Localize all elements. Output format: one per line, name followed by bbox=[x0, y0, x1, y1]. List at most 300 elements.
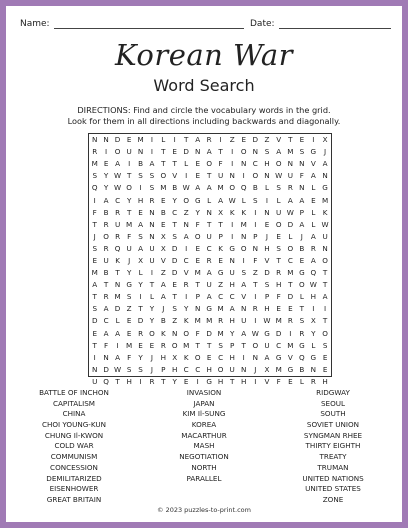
grid-letter[interactable]: R bbox=[287, 183, 293, 193]
grid-letter[interactable]: A bbox=[276, 147, 282, 157]
grid-letter[interactable]: E bbox=[195, 159, 200, 169]
grid-letter[interactable]: Q bbox=[91, 183, 98, 193]
grid-letter[interactable]: A bbox=[115, 159, 121, 169]
grid-letter[interactable]: V bbox=[310, 159, 316, 169]
grid-letter[interactable]: O bbox=[240, 243, 247, 253]
grid-letter[interactable]: O bbox=[299, 280, 305, 290]
grid-letter[interactable]: L bbox=[276, 195, 281, 205]
grid-letter[interactable]: A bbox=[115, 352, 121, 362]
grid-letter[interactable]: F bbox=[276, 376, 281, 386]
grid-letter[interactable]: H bbox=[160, 352, 167, 362]
grid-letter[interactable]: D bbox=[206, 328, 212, 338]
grid-letter[interactable]: W bbox=[182, 183, 190, 193]
grid-letter[interactable]: G bbox=[299, 268, 305, 278]
grid-letter[interactable]: H bbox=[229, 316, 235, 326]
grid-letter[interactable]: R bbox=[206, 135, 212, 145]
grid-letter[interactable]: F bbox=[195, 219, 200, 229]
grid-letter[interactable]: I bbox=[185, 171, 188, 181]
grid-letter[interactable]: O bbox=[275, 159, 282, 169]
grid-letter[interactable]: R bbox=[103, 219, 109, 229]
grid-letter[interactable]: S bbox=[92, 304, 97, 314]
grid-letter[interactable]: G bbox=[206, 304, 212, 314]
grid-letter[interactable]: S bbox=[172, 304, 177, 314]
grid-letter[interactable]: O bbox=[183, 328, 189, 338]
grid-letter[interactable]: N bbox=[149, 219, 155, 229]
grid-letter[interactable]: Y bbox=[311, 328, 316, 338]
grid-letter[interactable]: S bbox=[253, 195, 258, 205]
grid-letter[interactable]: W bbox=[251, 328, 259, 338]
grid-letter[interactable]: H bbox=[264, 243, 270, 253]
grid-letter[interactable]: M bbox=[126, 340, 133, 350]
grid-letter[interactable]: N bbox=[92, 135, 98, 145]
grid-letter[interactable]: S bbox=[276, 183, 281, 193]
grid-letter[interactable]: T bbox=[161, 159, 166, 169]
grid-letter[interactable]: E bbox=[241, 135, 246, 145]
grid-letter[interactable]: L bbox=[241, 195, 246, 205]
grid-letter[interactable]: I bbox=[312, 304, 315, 314]
grid-letter[interactable]: E bbox=[288, 376, 293, 386]
grid-letter[interactable]: H bbox=[264, 304, 270, 314]
grid-letter[interactable]: I bbox=[128, 159, 131, 169]
grid-letter[interactable]: H bbox=[171, 364, 178, 374]
grid-letter[interactable]: H bbox=[217, 376, 224, 386]
grid-letter[interactable]: T bbox=[126, 207, 132, 217]
grid-letter[interactable]: Y bbox=[149, 304, 155, 314]
grid-letter[interactable]: A bbox=[241, 328, 247, 338]
grid-letter[interactable]: S bbox=[172, 231, 177, 241]
grid-letter[interactable]: G bbox=[310, 147, 317, 157]
grid-letter[interactable]: N bbox=[149, 207, 155, 217]
grid-letter[interactable]: N bbox=[299, 159, 305, 169]
grid-letter[interactable]: F bbox=[299, 171, 304, 181]
grid-letter[interactable]: X bbox=[160, 231, 166, 241]
grid-letter[interactable]: I bbox=[185, 292, 188, 302]
grid-letter[interactable]: S bbox=[264, 147, 270, 157]
grid-letter[interactable]: Q bbox=[299, 352, 305, 362]
grid-letter[interactable]: E bbox=[161, 195, 166, 205]
grid-letter[interactable]: T bbox=[253, 280, 258, 290]
grid-letter[interactable]: U bbox=[229, 364, 235, 374]
grid-letter[interactable]: M bbox=[275, 364, 282, 374]
grid-letter[interactable]: N bbox=[310, 364, 317, 374]
grid-letter[interactable]: B bbox=[103, 207, 109, 217]
grid-letter[interactable]: R bbox=[103, 243, 109, 253]
grid-letter[interactable]: E bbox=[195, 255, 200, 265]
grid-letter[interactable]: Z bbox=[160, 268, 166, 278]
grid-letter[interactable]: M bbox=[183, 340, 190, 350]
grid-letter[interactable]: T bbox=[322, 316, 328, 326]
grid-letter[interactable]: I bbox=[231, 231, 234, 241]
grid-letter[interactable]: I bbox=[139, 183, 142, 193]
grid-letter[interactable]: G bbox=[126, 280, 132, 290]
grid-letter[interactable]: V bbox=[172, 171, 178, 181]
grid-letter[interactable]: T bbox=[183, 135, 189, 145]
grid-letter[interactable]: D bbox=[91, 316, 98, 326]
grid-letter[interactable]: M bbox=[114, 292, 121, 302]
date-line[interactable] bbox=[279, 19, 391, 29]
grid-letter[interactable]: S bbox=[138, 171, 143, 181]
grid-letter[interactable]: X bbox=[218, 207, 224, 217]
grid-letter[interactable]: P bbox=[230, 340, 235, 350]
grid-letter[interactable]: W bbox=[114, 183, 122, 193]
grid-letter[interactable]: B bbox=[299, 364, 305, 374]
grid-letter[interactable]: T bbox=[206, 219, 212, 229]
grid-letter[interactable]: F bbox=[127, 231, 132, 241]
grid-letter[interactable]: O bbox=[275, 219, 282, 229]
grid-letter[interactable]: S bbox=[138, 364, 143, 374]
grid-letter[interactable]: Y bbox=[149, 316, 155, 326]
grid-letter[interactable]: V bbox=[241, 292, 247, 302]
grid-letter[interactable]: K bbox=[241, 207, 247, 217]
grid-letter[interactable]: H bbox=[310, 292, 317, 302]
grid-letter[interactable]: R bbox=[310, 243, 316, 253]
grid-letter[interactable]: L bbox=[161, 135, 166, 145]
grid-letter[interactable]: V bbox=[160, 255, 166, 265]
grid-letter[interactable]: H bbox=[275, 280, 282, 290]
grid-letter[interactable]: N bbox=[149, 231, 155, 241]
grid-letter[interactable]: A bbox=[229, 304, 235, 314]
grid-letter[interactable]: U bbox=[126, 147, 132, 157]
grid-letter[interactable]: A bbox=[322, 159, 328, 169]
grid-letter[interactable]: P bbox=[264, 292, 270, 302]
grid-letter[interactable]: I bbox=[173, 135, 176, 145]
grid-letter[interactable]: M bbox=[194, 316, 201, 326]
grid-letter[interactable]: Q bbox=[310, 268, 317, 278]
grid-letter[interactable]: R bbox=[149, 376, 155, 386]
grid-letter[interactable]: T bbox=[299, 304, 305, 314]
grid-letter[interactable]: T bbox=[161, 376, 166, 386]
grid-letter[interactable]: I bbox=[93, 352, 96, 362]
grid-letter[interactable]: J bbox=[324, 147, 327, 157]
grid-letter[interactable]: Y bbox=[126, 268, 132, 278]
grid-letter[interactable]: Z bbox=[264, 135, 270, 145]
grid-letter[interactable]: S bbox=[126, 292, 132, 302]
grid-letter[interactable]: W bbox=[275, 171, 283, 181]
grid-letter[interactable]: E bbox=[311, 195, 316, 205]
grid-letter[interactable]: W bbox=[114, 364, 122, 374]
grid-letter[interactable]: O bbox=[183, 195, 189, 205]
grid-letter[interactable]: N bbox=[287, 159, 294, 169]
grid-letter[interactable]: Y bbox=[103, 171, 109, 181]
grid-letter[interactable]: L bbox=[299, 376, 304, 386]
grid-letter[interactable]: D bbox=[287, 219, 294, 229]
grid-letter[interactable]: E bbox=[92, 328, 97, 338]
grid-letter[interactable]: A bbox=[103, 195, 109, 205]
grid-letter[interactable]: N bbox=[252, 147, 258, 157]
grid-letter[interactable]: S bbox=[322, 340, 328, 350]
grid-letter[interactable]: M bbox=[321, 195, 329, 205]
grid-letter[interactable]: L bbox=[264, 183, 269, 193]
grid-letter[interactable]: L bbox=[115, 316, 120, 326]
grid-letter[interactable]: Z bbox=[126, 304, 132, 314]
grid-letter[interactable]: X bbox=[138, 255, 144, 265]
grid-letter[interactable]: O bbox=[217, 364, 224, 374]
grid-letter[interactable]: N bbox=[114, 280, 121, 290]
grid-letter[interactable]: I bbox=[139, 292, 142, 302]
grid-letter[interactable]: A bbox=[138, 243, 144, 253]
grid-letter[interactable]: K bbox=[160, 328, 166, 338]
grid-letter[interactable]: S bbox=[276, 243, 281, 253]
grid-letter[interactable]: U bbox=[206, 280, 212, 290]
grid-letter[interactable]: N bbox=[206, 207, 212, 217]
grid-letter[interactable]: O bbox=[194, 352, 201, 362]
grid-letter[interactable]: S bbox=[92, 171, 97, 181]
grid-letter[interactable]: U bbox=[103, 255, 109, 265]
grid-letter[interactable]: I bbox=[254, 316, 257, 326]
grid-letter[interactable]: T bbox=[322, 280, 328, 290]
grid-letter[interactable]: N bbox=[195, 147, 201, 157]
grid-letter[interactable]: N bbox=[322, 171, 328, 181]
grid-letter[interactable]: R bbox=[149, 195, 155, 205]
grid-letter[interactable]: U bbox=[92, 376, 98, 386]
grid-letter[interactable]: I bbox=[254, 219, 257, 229]
grid-letter[interactable]: S bbox=[149, 183, 155, 193]
grid-letter[interactable]: O bbox=[103, 231, 109, 241]
grid-letter[interactable]: T bbox=[195, 340, 200, 350]
grid-letter[interactable]: G bbox=[275, 352, 282, 362]
grid-letter[interactable]: K bbox=[115, 255, 120, 265]
grid-letter[interactable]: M bbox=[160, 183, 167, 193]
grid-letter[interactable]: Z bbox=[183, 207, 189, 217]
grid-letter[interactable]: A bbox=[287, 195, 293, 205]
grid-letter[interactable]: C bbox=[172, 207, 178, 217]
grid-letter[interactable]: I bbox=[185, 243, 188, 253]
grid-letter[interactable]: T bbox=[172, 159, 177, 169]
grid-letter[interactable]: D bbox=[183, 147, 189, 157]
grid-letter[interactable]: W bbox=[309, 280, 317, 290]
grid-letter[interactable]: B bbox=[299, 243, 305, 253]
grid-letter[interactable]: L bbox=[311, 340, 316, 350]
grid-letter[interactable]: K bbox=[183, 352, 189, 362]
grid-letter[interactable]: E bbox=[206, 352, 212, 362]
grid-letter[interactable]: D bbox=[114, 135, 121, 145]
grid-letter[interactable]: V bbox=[287, 352, 293, 362]
grid-letter[interactable]: K bbox=[322, 207, 328, 217]
grid-letter[interactable]: F bbox=[104, 340, 109, 350]
grid-letter[interactable]: U bbox=[276, 207, 282, 217]
grid-letter[interactable]: D bbox=[275, 328, 282, 338]
grid-letter[interactable]: E bbox=[288, 304, 293, 314]
grid-letter[interactable]: I bbox=[231, 147, 234, 157]
grid-letter[interactable]: N bbox=[241, 304, 247, 314]
grid-letter[interactable]: G bbox=[287, 364, 294, 374]
grid-letter[interactable]: R bbox=[310, 376, 316, 386]
grid-letter[interactable]: T bbox=[172, 219, 177, 229]
grid-letter[interactable]: A bbox=[310, 171, 316, 181]
grid-letter[interactable]: T bbox=[206, 340, 212, 350]
grid-letter[interactable]: F bbox=[218, 159, 223, 169]
grid-letter[interactable]: F bbox=[127, 352, 132, 362]
grid-letter[interactable]: G bbox=[299, 340, 305, 350]
grid-letter[interactable]: R bbox=[160, 340, 166, 350]
grid-letter[interactable]: T bbox=[138, 304, 143, 314]
grid-letter[interactable]: O bbox=[149, 328, 155, 338]
grid-letter[interactable]: L bbox=[184, 159, 189, 169]
grid-letter[interactable]: Y bbox=[138, 280, 143, 290]
grid-letter[interactable]: A bbox=[160, 292, 166, 302]
grid-letter[interactable]: N bbox=[322, 243, 328, 253]
grid-letter[interactable]: E bbox=[103, 159, 109, 169]
grid-letter[interactable]: D bbox=[171, 255, 178, 265]
grid-letter[interactable]: U bbox=[229, 268, 235, 278]
grid-letter[interactable]: O bbox=[126, 183, 132, 193]
grid-letter[interactable]: T bbox=[161, 147, 166, 157]
grid-letter[interactable]: R bbox=[115, 231, 121, 241]
grid-letter[interactable]: A bbox=[310, 231, 316, 241]
grid-letter[interactable]: F bbox=[276, 292, 281, 302]
grid-letter[interactable]: I bbox=[242, 171, 245, 181]
grid-letter[interactable]: H bbox=[241, 376, 247, 386]
grid-letter[interactable]: I bbox=[93, 195, 96, 205]
grid-letter[interactable]: S bbox=[126, 364, 132, 374]
grid-letter[interactable]: U bbox=[149, 255, 155, 265]
grid-letter[interactable]: G bbox=[206, 376, 212, 386]
grid-letter[interactable]: U bbox=[264, 340, 270, 350]
grid-letter[interactable]: H bbox=[264, 159, 270, 169]
grid-letter[interactable]: J bbox=[300, 231, 303, 241]
grid-letter[interactable]: E bbox=[161, 219, 166, 229]
grid-letter[interactable]: N bbox=[103, 135, 109, 145]
grid-letter[interactable]: O bbox=[194, 231, 201, 241]
grid-letter[interactable]: C bbox=[195, 364, 201, 374]
grid-letter[interactable]: X bbox=[172, 352, 178, 362]
grid-letter[interactable]: G bbox=[322, 183, 328, 193]
grid-letter[interactable]: E bbox=[126, 135, 132, 145]
grid-letter[interactable]: E bbox=[322, 364, 328, 374]
grid-letter[interactable]: M bbox=[91, 159, 98, 169]
grid-letter[interactable]: A bbox=[206, 183, 212, 193]
grid-letter[interactable]: U bbox=[217, 171, 224, 181]
grid-letter[interactable]: C bbox=[183, 255, 189, 265]
grid-letter[interactable]: S bbox=[241, 268, 247, 278]
grid-letter[interactable]: E bbox=[276, 231, 281, 241]
grid-letter[interactable]: I bbox=[105, 147, 108, 157]
grid-letter[interactable]: N bbox=[229, 171, 235, 181]
grid-letter[interactable]: Y bbox=[195, 207, 200, 217]
grid-letter[interactable]: T bbox=[195, 280, 200, 290]
grid-letter[interactable]: T bbox=[149, 280, 155, 290]
grid-letter[interactable]: E bbox=[299, 255, 305, 265]
grid-letter[interactable]: L bbox=[138, 268, 143, 278]
grid-letter[interactable]: A bbox=[241, 280, 247, 290]
grid-letter[interactable]: A bbox=[322, 292, 328, 302]
grid-letter[interactable]: I bbox=[289, 328, 292, 338]
grid-letter[interactable]: W bbox=[321, 219, 329, 229]
grid-letter[interactable]: T bbox=[92, 219, 97, 229]
grid-letter[interactable]: P bbox=[161, 364, 166, 374]
grid-letter[interactable]: S bbox=[299, 147, 305, 157]
grid-letter[interactable]: Y bbox=[183, 304, 189, 314]
grid-letter[interactable]: Z bbox=[218, 280, 224, 290]
grid-letter[interactable]: P bbox=[195, 292, 200, 302]
grid-letter[interactable]: Y bbox=[172, 195, 177, 205]
grid-letter[interactable]: O bbox=[252, 171, 259, 181]
grid-letter[interactable]: I bbox=[231, 159, 234, 169]
grid-letter[interactable]: R bbox=[138, 328, 144, 338]
grid-letter[interactable]: T bbox=[322, 268, 328, 278]
grid-letter[interactable]: S bbox=[299, 316, 305, 326]
grid-letter[interactable]: I bbox=[254, 376, 257, 386]
grid-letter[interactable]: T bbox=[103, 280, 109, 290]
grid-letter[interactable]: E bbox=[183, 376, 189, 386]
grid-letter[interactable]: O bbox=[240, 147, 247, 157]
grid-letter[interactable]: R bbox=[115, 207, 121, 217]
grid-letter[interactable]: E bbox=[218, 255, 223, 265]
grid-letter[interactable]: L bbox=[207, 195, 212, 205]
grid-letter[interactable]: I bbox=[219, 135, 222, 145]
grid-letter[interactable]: N bbox=[195, 304, 201, 314]
grid-letter[interactable]: C bbox=[218, 352, 224, 362]
grid-letter[interactable]: M bbox=[217, 183, 224, 193]
grid-letter[interactable]: O bbox=[160, 171, 167, 181]
grid-letter[interactable]: N bbox=[183, 219, 189, 229]
grid-letter[interactable]: S bbox=[138, 231, 143, 241]
grid-letter[interactable]: F bbox=[92, 207, 97, 217]
grid-letter[interactable]: O bbox=[171, 340, 178, 350]
grid-letter[interactable]: B bbox=[172, 183, 178, 193]
grid-letter[interactable]: N bbox=[171, 328, 178, 338]
grid-letter[interactable]: E bbox=[126, 316, 132, 326]
grid-letter[interactable]: Y bbox=[172, 376, 177, 386]
grid-letter[interactable]: B bbox=[103, 268, 109, 278]
grid-letter[interactable]: N bbox=[252, 352, 258, 362]
grid-letter[interactable]: O bbox=[252, 340, 259, 350]
grid-letter[interactable]: T bbox=[92, 292, 97, 302]
grid-letter[interactable]: Y bbox=[103, 183, 109, 193]
grid-letter[interactable]: G bbox=[229, 243, 235, 253]
grid-letter[interactable]: U bbox=[114, 219, 121, 229]
grid-letter[interactable]: I bbox=[324, 304, 327, 314]
grid-letter[interactable]: A bbox=[218, 195, 224, 205]
grid-letter[interactable]: W bbox=[286, 207, 294, 217]
grid-letter[interactable]: A bbox=[160, 280, 166, 290]
grid-letter[interactable]: I bbox=[254, 207, 257, 217]
grid-letter[interactable]: A bbox=[195, 135, 201, 145]
grid-letter[interactable]: A bbox=[92, 280, 98, 290]
grid-letter[interactable]: N bbox=[264, 171, 270, 181]
grid-letter[interactable]: D bbox=[171, 243, 178, 253]
grid-letter[interactable]: Z bbox=[172, 316, 178, 326]
grid-letter[interactable]: C bbox=[206, 243, 212, 253]
grid-letter[interactable]: O bbox=[287, 243, 294, 253]
grid-letter[interactable]: T bbox=[126, 171, 132, 181]
grid-letter[interactable]: L bbox=[311, 183, 316, 193]
grid-letter[interactable]: R bbox=[299, 328, 305, 338]
grid-letter[interactable]: C bbox=[252, 159, 258, 169]
grid-letter[interactable]: X bbox=[160, 243, 166, 253]
grid-letter[interactable]: I bbox=[265, 195, 269, 205]
grid-letter[interactable]: E bbox=[322, 352, 328, 362]
grid-letter[interactable]: D bbox=[171, 268, 178, 278]
grid-letter[interactable]: D bbox=[103, 364, 109, 374]
grid-letter[interactable]: M bbox=[194, 268, 201, 278]
grid-letter[interactable]: I bbox=[150, 135, 153, 145]
grid-letter[interactable]: R bbox=[183, 280, 189, 290]
grid-letter[interactable]: Y bbox=[229, 328, 235, 338]
grid-letter[interactable]: Z bbox=[229, 135, 235, 145]
grid-letter[interactable]: N bbox=[92, 364, 98, 374]
grid-letter[interactable]: H bbox=[322, 376, 328, 386]
grid-letter[interactable]: N bbox=[241, 159, 247, 169]
grid-letter[interactable]: O bbox=[229, 183, 235, 193]
grid-letter[interactable]: P bbox=[299, 207, 305, 217]
grid-letter[interactable]: T bbox=[115, 268, 120, 278]
grid-letter[interactable]: K bbox=[229, 207, 235, 217]
grid-letter[interactable]: T bbox=[218, 219, 223, 229]
grid-letter[interactable]: J bbox=[150, 352, 153, 362]
grid-letter[interactable]: D bbox=[287, 292, 294, 302]
grid-letter[interactable]: V bbox=[264, 376, 270, 386]
